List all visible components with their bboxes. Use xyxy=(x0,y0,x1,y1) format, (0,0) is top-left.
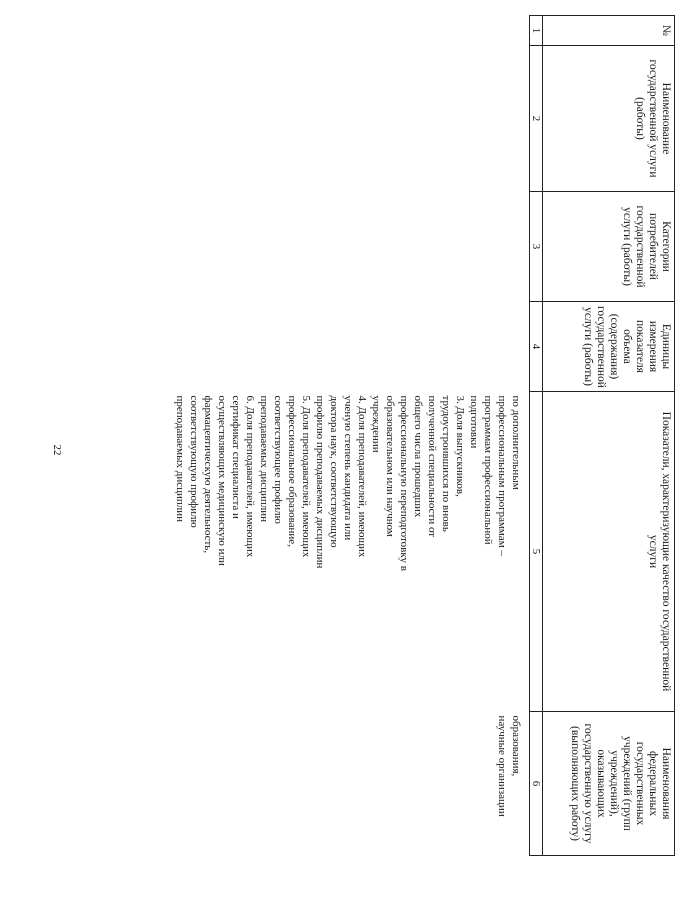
institutions-text xyxy=(495,716,527,852)
body-consumers-cell xyxy=(171,192,530,302)
quality-line: соответствующее профилю xyxy=(272,395,284,524)
quality-line: профессиональным программам – xyxy=(496,395,508,556)
body-name-cell xyxy=(171,46,530,192)
quality-line: подготовки xyxy=(468,395,480,449)
quality-line: фармацевтическую деятельность, xyxy=(202,395,214,554)
header-institutions: Наименования федеральных государственных учреждений (групп учреждений), оказывающих государственную услугу (выполняющих работу) xyxy=(543,712,675,856)
institution-line: образования, xyxy=(510,715,522,777)
header-units: Единицы измерения показателя объема (содержания) государственной услуги (работы) xyxy=(543,302,675,392)
column-number: 3 xyxy=(530,192,543,302)
quality-line: трудоустроившихся по вновь xyxy=(440,395,452,532)
column-number: 5 xyxy=(530,392,543,712)
quality-line: программам профессиональной xyxy=(482,395,494,545)
quality-line: образовательном или научном xyxy=(384,395,396,537)
quality-line: соответствующую профилю xyxy=(188,395,200,528)
quality-line: ученую степень кандидата или xyxy=(342,395,354,541)
column-number: 2 xyxy=(530,46,543,192)
quality-line: преподаваемых дисциплин xyxy=(258,395,270,523)
quality-line: доктора наук, соответствующую xyxy=(328,395,340,548)
header-num: № xyxy=(543,16,675,46)
quality-line: профессиональное образование, xyxy=(286,395,298,547)
quality-line: 6. Доля преподавателей, имеющих xyxy=(244,395,256,558)
services-table xyxy=(171,15,675,856)
quality-line: профессиональную переподготовку в xyxy=(398,395,410,571)
quality-line: 3. Доля выпускников, xyxy=(454,395,466,497)
header-service-name: Наименование государственной услуги (работы) xyxy=(543,46,675,192)
rotated-table-wrapper xyxy=(55,15,675,855)
page-number: 22 xyxy=(51,444,63,456)
column-number-row xyxy=(530,16,543,856)
quality-line: учреждении xyxy=(370,395,382,453)
quality-line: сертификат специалиста и xyxy=(230,395,242,519)
quality-line: 4. Доля преподавателей, имеющих xyxy=(356,395,368,558)
quality-line: профилю преподаваемых дисциплин xyxy=(314,395,326,569)
body-num-cell xyxy=(171,16,530,46)
quality-line: осуществляющих медицинскую или xyxy=(216,395,228,566)
body-institutions-cell xyxy=(171,712,530,856)
quality-line: по дополнительным xyxy=(510,395,522,490)
institution-line: научные организации xyxy=(496,715,508,817)
quality-line: полученной специальности от xyxy=(426,395,438,538)
quality-line: 5. Доля преподавателей, имеющих xyxy=(300,395,312,558)
quality-line: общего числа прошедших xyxy=(412,395,424,518)
body-units-cell xyxy=(171,302,530,392)
quality-line: преподаваемых дисциплин xyxy=(174,395,186,523)
column-number: 6 xyxy=(530,712,543,856)
column-number: 4 xyxy=(530,302,543,392)
body-row xyxy=(171,16,530,856)
header-row xyxy=(543,16,675,856)
header-quality: Показатели, характеризующие качество государственной услуги xyxy=(543,392,675,712)
body-quality-cell xyxy=(171,392,530,712)
header-consumers: Категории потребителей государственной услуги (работы) xyxy=(543,192,675,302)
column-number: 1 xyxy=(530,16,543,46)
quality-indicators-list xyxy=(173,396,527,708)
